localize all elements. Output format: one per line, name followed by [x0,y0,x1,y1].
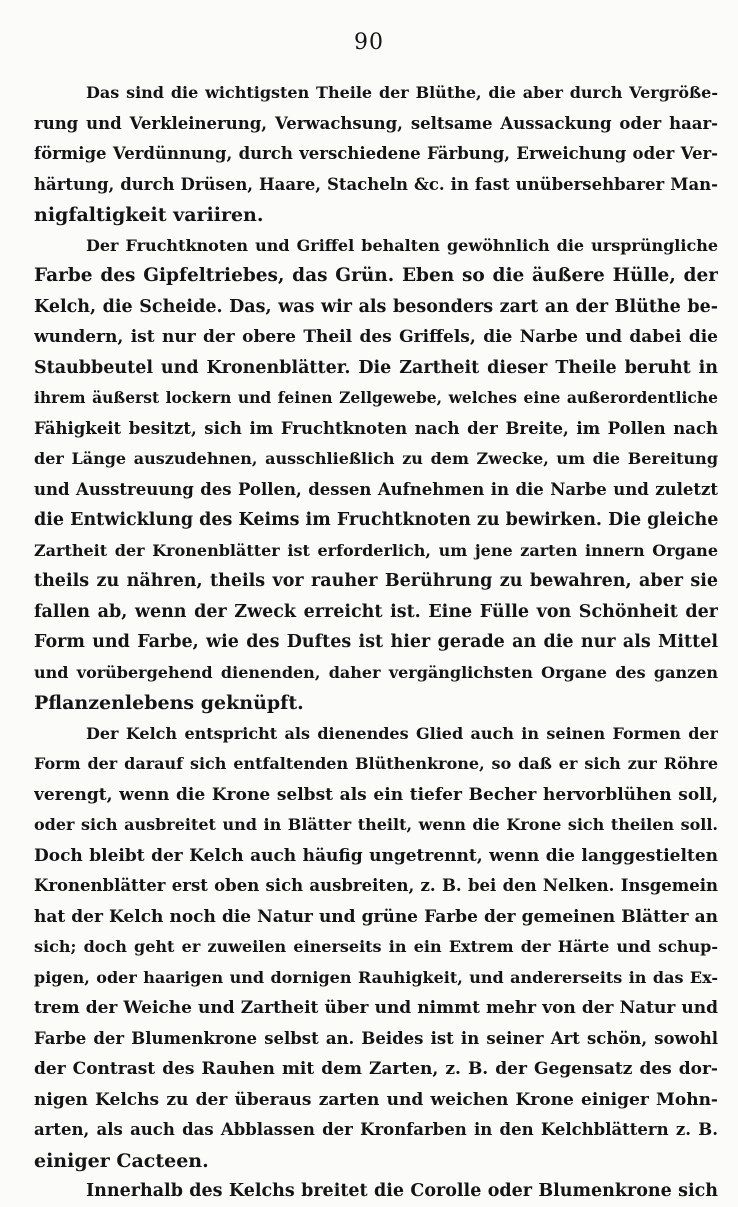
text-line: und vorübergehend dienenden, daher vergänglichsten Organe des ganzen [34,662,718,682]
text-line: der Contrast des Rauhen mit dem Zarten, z. B. der Gegensatz des dor- [34,1059,718,1079]
text-line: arten, als auch das Abblassen der Kronfarben in den Kelchblättern z. B. [34,1120,718,1139]
text-line: hat der Kelch noch die Natur und grüne Farbe der gemeinen Blätter an [34,906,718,927]
text-line: Zartheit der Kronenblätter ist erforderlich, um jene zarten innern Organe [34,540,718,560]
text-line: einiger Cacteen. [34,1149,209,1172]
text-line: Staubbeutel und Kronenblätter. Die Zartheit dieser Theile beruht in [34,357,718,378]
text-line: Das sind die wichtigsten Theile der Blüthe, die aber durch Vergröße- [86,83,718,102]
text-line: rung und Verkleinerung, Verwachsung, seltsame Aussackung oder haar- [34,113,718,133]
text-line: Der Kelch entspricht als dienendes Glied auch in seinen Formen der [86,723,718,743]
text-line: förmige Verdünnung, durch verschiedene Färbung, Erweichung oder Ver- [34,144,718,163]
text-line: und Ausstreuung des Pollen, dessen Aufnehmen in die Narbe und zuletzt [34,479,718,499]
text-line: Form und Farbe, wie des Duftes ist hier gerade an die nur als Mittel [34,632,718,652]
text-line: nigen Kelchs zu der überaus zarten und weichen Krone einiger Mohn- [34,1089,718,1110]
text-line: trem der Weiche und Zartheit über und nimmt mehr von der Natur und [34,998,718,1018]
body-text [34,78,718,1207]
text-line: Fähigkeit besitzt, sich im Fruchtknoten nach der Breite, im Pollen nach [34,418,718,438]
text-line: wundern, ist nur der obere Theil des Griffels, die Narbe und dabei die [34,327,718,347]
text-line: verengt, wenn die Krone selbst als ein tiefer Becher hervorblühen soll, [34,784,718,805]
text-line: der Länge auszudehnen, ausschließlich zu dem Zwecke, um die Bereitung [34,449,718,468]
text-line: theils zu nähren, theils vor rauher Berührung zu bewahren, aber sie [34,571,718,591]
text-line: Der Fruchtknoten und Griffel behalten gewöhnlich die ursprüngliche [86,235,718,255]
text-line: die Entwicklung des Keims im Fruchtknoten zu bewirken. Die gleiche [34,510,718,530]
text-line: pigen, oder haarigen und dornigen Rauhigkeit, und andererseits in das Ex- [34,967,718,987]
text-line: Innerhalb des Kelchs breitet die Corolle oder Blumenkrone sich [86,1181,718,1201]
text-line: härtung, durch Drüsen, Haare, Stacheln &c. in fast unübersehbarer Man- [34,174,718,194]
text-line: Farbe des Gipfeltriebes, das Grün. Eben so die äußere Hülle, der [34,265,718,286]
text-line: nigfaltigkeit variiren. [34,204,264,226]
text-line: Pflanzenlebens geknüpft. [34,692,304,714]
text-line: sich; doch geht er zuweilen einerseits in ein Extrem der Härte und schup- [34,937,718,956]
page-number: 90 [354,30,384,55]
text-line: Doch bleibt der Kelch auch häufig ungetrennt, wenn die langgestielten [34,845,718,866]
text-line: ihrem äußerst lockern und feinen Zellgewebe, welches eine außerordentliche [34,388,718,407]
text-line: fallen ab, wenn der Zweck erreicht ist. Eine Fülle von Schönheit der [34,601,718,622]
text-line: oder sich ausbreitet und in Blätter theilt, wenn die Krone sich theilen soll. [34,815,718,834]
text-line: Kronenblätter erst oben sich ausbreiten, z. B. bei den Nelken. Insgemein [34,876,718,895]
text-line: Form der darauf sich entfaltenden Blüthenkrone, so daß er sich zur Röhre [34,754,718,773]
text-line: Kelch, die Scheide. Das, was wir als besonders zart an der Blüthe be- [34,296,718,317]
text-line: Farbe der Blumenkrone selbst an. Beides ist in seiner Art schön, sowohl [34,1028,718,1048]
